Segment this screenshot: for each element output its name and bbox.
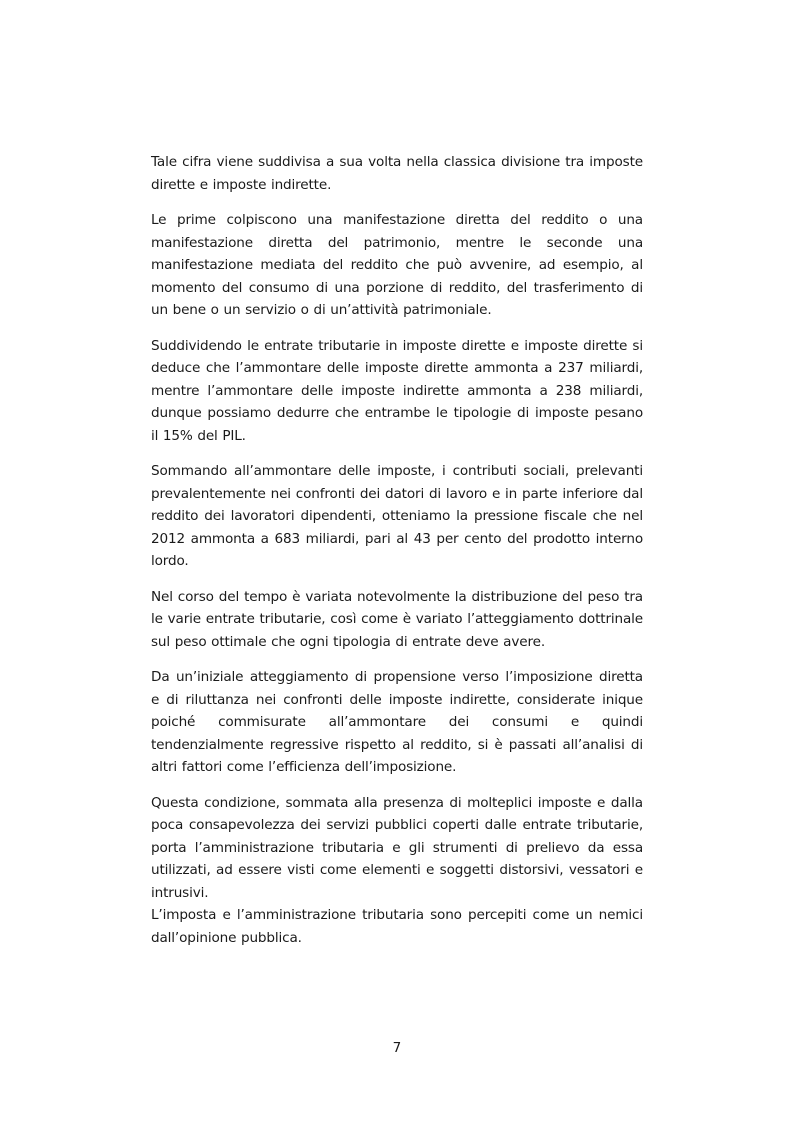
paragraph-2: Le prime colpiscono una manifestazione diretta del reddito o una manifestazione diretta del patrimonio, mentre le seconde una manifestazione mediata del reddito che può avvenire, ad esempio, al momento del consumo di una porzione di reddito, del trasferimento di un bene o un servizio o di un’attività patrimoniale. [151, 212, 643, 318]
document-body [151, 151, 643, 962]
paragraph-3: Suddividendo le entrate tributarie in imposte dirette e imposte dirette si deduce che l’ammontare delle imposte dirette ammonta a 237 miliardi, mentre l’ammontare delle imposte indirette ammonta a 238 miliardi, dunque possiamo dedurre che entrambe le tipologie di imposte pesano il 15% del PIL. [151, 337, 643, 444]
paragraph-1: Tale cifra viene suddivisa a sua volta nella classica divisione tra imposte dirette e imposte indirette. [151, 154, 643, 193]
paragraph-4: Sommando all’ammontare delle imposte, i contributi sociali, prelevanti prevalentemente nei confronti dei datori di lavoro e in parte inferiore dal reddito dei lavoratori dipendenti, otteniamo la pressione fiscale che nel 2012 ammonta a 683 miliardi, pari al 43 per cento del prodotto interno lordo. [151, 463, 643, 569]
paragraph-5: Nel corso del tempo è variata notevolmente la distribuzione del peso tra le varie entrate tributarie, così come è variato l’atteggiamento dottrinale sul peso ottimale che ogni tipologia di entrate deve avere. [151, 588, 643, 650]
paragraph-6: Da un’iniziale atteggiamento di propensione verso l’imposizione diretta e di riluttanza nei confronti delle imposte indirette, considerate inique poiché commisurate all’ammontare dei consumi e quindi tendenzialmente regressive rispetto al reddito, si è passati all’analisi di altri fattori come l’efficienza dell’imposizione. [151, 669, 643, 775]
page-number: 7 [392, 1040, 402, 1056]
paragraph-7: Questa condizione, sommata alla presenza di molteplici imposte e dalla poca consapevolezza dei servizi pubblici coperti dalle entrate tributarie, porta l’amministrazione tributaria e gli strumenti di prelievo da essa utilizzati, ad essere visti come elementi e soggetti distorsivi, vessatori e intrusivi. [151, 794, 643, 901]
paragraph-8: L’imposta e l’amministrazione tributaria sono percepiti come un nemici dall’opinione pubblica. [151, 907, 643, 946]
